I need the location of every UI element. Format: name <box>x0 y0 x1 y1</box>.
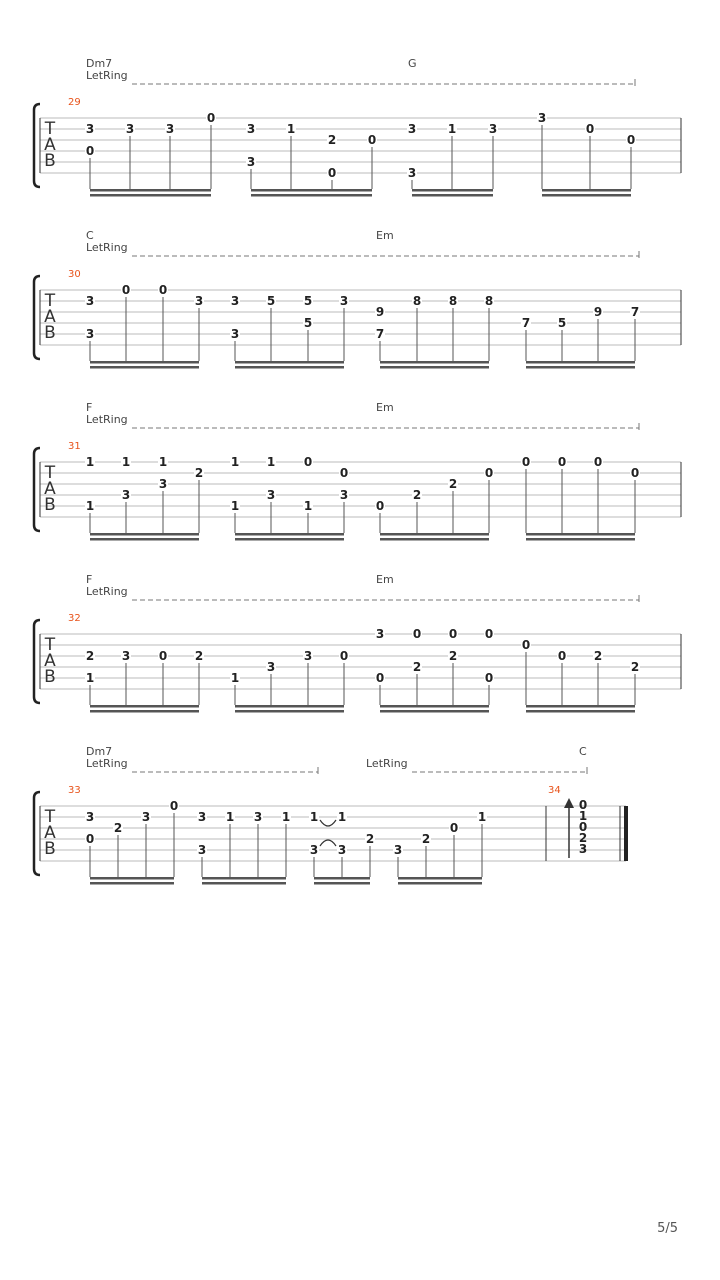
fret-number: 1 <box>281 810 291 824</box>
final-bar-thick <box>624 806 628 861</box>
beam <box>90 705 199 708</box>
fret-number: 2 <box>448 649 458 663</box>
fret-number: 7 <box>630 305 640 319</box>
fret-number: 1 <box>121 455 131 469</box>
arpeggio-arrow-icon <box>564 798 574 808</box>
beam <box>314 882 370 885</box>
fret-number: 5 <box>266 294 276 308</box>
beam <box>90 877 174 880</box>
fret-number: 3 <box>303 649 313 663</box>
fret-number: 0 <box>521 455 531 469</box>
beam <box>380 538 489 541</box>
fret-number: 3 <box>253 810 263 824</box>
fret-number: 3 <box>266 660 276 674</box>
fret-number: 3 <box>393 843 403 857</box>
beam <box>526 705 635 708</box>
fret-number: 3 <box>141 810 151 824</box>
fret-number: 0 <box>375 671 385 685</box>
fret-number: 3 <box>230 327 240 341</box>
fret-number: 1 <box>230 671 240 685</box>
beam <box>235 361 344 364</box>
fret-number: 9 <box>375 305 385 319</box>
system-bracket <box>34 448 40 531</box>
beam <box>412 194 493 197</box>
fret-number: 2 <box>85 649 95 663</box>
beam <box>380 705 489 708</box>
tab-clef-letter: B <box>44 667 56 687</box>
measure-number: 30 <box>68 269 81 280</box>
fret-number: 0 <box>327 166 337 180</box>
fret-number: 2 <box>630 660 640 674</box>
fret-number: 0 <box>557 649 567 663</box>
chord-name: C <box>579 745 587 758</box>
fret-number: 1 <box>477 810 487 824</box>
beam <box>90 189 211 192</box>
fret-number: 2 <box>327 133 337 147</box>
fret-number: 2 <box>365 832 375 846</box>
fret-number: 5 <box>303 294 313 308</box>
fret-number: 0 <box>339 649 349 663</box>
fret-number: 1 <box>225 810 235 824</box>
chord-name: Em <box>376 229 394 242</box>
fret-number: 3 <box>85 294 95 308</box>
beam <box>380 366 489 369</box>
let-ring-label: LetRing <box>86 241 128 254</box>
chord-name: C <box>86 229 94 242</box>
fret-number: 3 <box>85 327 95 341</box>
fret-number: 0 <box>521 638 531 652</box>
fret-number: 0 <box>121 283 131 297</box>
fret-number: 3 <box>246 122 256 136</box>
fret-number: 0 <box>303 455 313 469</box>
fret-number: 3 <box>165 122 175 136</box>
fret-number: 0 <box>158 649 168 663</box>
tab-clef-letter: B <box>44 323 56 343</box>
fret-number: 2 <box>593 649 603 663</box>
measure-number: 33 <box>68 785 81 796</box>
let-ring-label: LetRing <box>86 69 128 82</box>
let-ring-label: LetRing <box>366 757 408 770</box>
fret-number: 3 <box>337 843 347 857</box>
system-bracket <box>34 620 40 703</box>
beam <box>235 705 344 708</box>
beam <box>251 194 372 197</box>
fret-number: 1 <box>266 455 276 469</box>
fret-number: 2 <box>412 660 422 674</box>
tab-clef-letter: A <box>44 823 56 843</box>
tab-clef-letter: T <box>44 807 56 827</box>
fret-number: 1 <box>447 122 457 136</box>
fret-number: 3 <box>85 122 95 136</box>
fret-number: 0 <box>367 133 377 147</box>
fret-number: 2 <box>113 821 123 835</box>
beam <box>526 710 635 713</box>
fret-number: 0 <box>169 799 179 813</box>
beam <box>412 189 493 192</box>
fret-number: 3 <box>158 477 168 491</box>
beam <box>380 710 489 713</box>
fret-number: 0 <box>339 466 349 480</box>
chord-name: Dm7 <box>86 57 113 70</box>
fret-number: 0 <box>578 798 588 812</box>
beam <box>202 882 286 885</box>
fret-number: 0 <box>630 466 640 480</box>
fret-number: 3 <box>121 649 131 663</box>
fret-number: 3 <box>578 842 588 856</box>
fret-number: 0 <box>85 144 95 158</box>
beam <box>90 710 199 713</box>
beam <box>526 533 635 536</box>
fret-number: 0 <box>85 832 95 846</box>
fret-number: 8 <box>484 294 494 308</box>
let-ring-label: LetRing <box>86 585 128 598</box>
beam <box>380 533 489 536</box>
system-bracket <box>34 792 40 875</box>
chord-name: G <box>408 57 417 70</box>
beam <box>90 361 199 364</box>
beam <box>202 877 286 880</box>
chord-name: Em <box>376 401 394 414</box>
fret-number: 5 <box>557 316 567 330</box>
fret-number: 3 <box>266 488 276 502</box>
tab-clef-letter: A <box>44 307 56 327</box>
fret-number: 3 <box>85 810 95 824</box>
fret-number: 3 <box>246 155 256 169</box>
tab-clef-letter: B <box>44 151 56 171</box>
beam <box>251 189 372 192</box>
fret-number: 3 <box>407 166 417 180</box>
fret-number: 3 <box>375 627 385 641</box>
chord-name: Dm7 <box>86 745 113 758</box>
fret-number: 5 <box>303 316 313 330</box>
fret-number: 2 <box>448 477 458 491</box>
beam <box>235 533 344 536</box>
fret-number: 3 <box>309 843 319 857</box>
system-bracket <box>34 104 40 187</box>
page-number: 5/5 <box>657 1221 678 1236</box>
tab-clef-letter: T <box>44 463 56 483</box>
fret-number: 1 <box>286 122 296 136</box>
beam <box>235 538 344 541</box>
fret-number: 1 <box>337 810 347 824</box>
fret-number: 3 <box>339 488 349 502</box>
fret-number: 0 <box>484 627 494 641</box>
fret-number: 1 <box>230 455 240 469</box>
tab-clef-letter: B <box>44 495 56 515</box>
fret-number: 1 <box>85 671 95 685</box>
beam <box>526 538 635 541</box>
tab-clef-letter: A <box>44 479 56 499</box>
measure-number: 34 <box>548 785 561 796</box>
tab-clef-letter: A <box>44 135 56 155</box>
measure-number: 31 <box>68 441 81 452</box>
fret-number: 1 <box>85 455 95 469</box>
fret-number: 7 <box>521 316 531 330</box>
beam <box>398 882 482 885</box>
fret-number: 0 <box>206 111 216 125</box>
let-ring-label: LetRing <box>86 413 128 426</box>
beam <box>398 877 482 880</box>
fret-number: 3 <box>407 122 417 136</box>
fret-number: 2 <box>194 466 204 480</box>
fret-number: 3 <box>197 843 207 857</box>
fret-number: 3 <box>125 122 135 136</box>
beam <box>314 877 370 880</box>
fret-number: 3 <box>339 294 349 308</box>
beam <box>542 194 631 197</box>
fret-number: 1 <box>230 499 240 513</box>
fret-number: 0 <box>158 283 168 297</box>
fret-number: 0 <box>593 455 603 469</box>
tab-clef-letter: T <box>44 291 56 311</box>
fret-number: 0 <box>449 821 459 835</box>
fret-number: 8 <box>412 294 422 308</box>
fret-number: 0 <box>585 122 595 136</box>
fret-number: 1 <box>303 499 313 513</box>
fret-number: 0 <box>578 820 588 834</box>
fret-number: 3 <box>230 294 240 308</box>
beam <box>526 361 635 364</box>
system-bracket <box>34 276 40 359</box>
fret-number: 3 <box>488 122 498 136</box>
fret-number: 0 <box>412 627 422 641</box>
chord-name: Em <box>376 573 394 586</box>
chord-name: F <box>86 401 93 414</box>
fret-number: 2 <box>412 488 422 502</box>
beam <box>90 194 211 197</box>
beam <box>380 361 489 364</box>
fret-number: 0 <box>484 466 494 480</box>
beam <box>90 366 199 369</box>
fret-number: 0 <box>375 499 385 513</box>
fret-number: 0 <box>484 671 494 685</box>
beam <box>90 882 174 885</box>
tie <box>320 840 336 846</box>
beam <box>235 366 344 369</box>
measure-number: 32 <box>68 613 81 624</box>
let-ring-label: LetRing <box>86 757 128 770</box>
tab-clef-letter: T <box>44 119 56 139</box>
tab-clef-letter: T <box>44 635 56 655</box>
beam <box>542 189 631 192</box>
fret-number: 3 <box>537 111 547 125</box>
fret-number: 1 <box>309 810 319 824</box>
fret-number: 1 <box>158 455 168 469</box>
fret-number: 0 <box>448 627 458 641</box>
fret-number: 2 <box>421 832 431 846</box>
beam <box>90 538 199 541</box>
fret-number: 9 <box>593 305 603 319</box>
fret-number: 3 <box>197 810 207 824</box>
fret-number: 2 <box>578 831 588 845</box>
fret-number: 0 <box>557 455 567 469</box>
fret-number: 1 <box>578 809 588 823</box>
beam <box>90 533 199 536</box>
tab-clef-letter: A <box>44 651 56 671</box>
tab-clef-letter: B <box>44 839 56 859</box>
beam <box>235 710 344 713</box>
fret-number: 1 <box>85 499 95 513</box>
fret-number: 8 <box>448 294 458 308</box>
fret-number: 0 <box>626 133 636 147</box>
beam <box>526 366 635 369</box>
chord-name: F <box>86 573 93 586</box>
fret-number: 3 <box>194 294 204 308</box>
fret-number: 7 <box>375 327 385 341</box>
tie <box>320 820 336 826</box>
measure-number: 29 <box>68 97 81 108</box>
fret-number: 3 <box>121 488 131 502</box>
fret-number: 2 <box>194 649 204 663</box>
